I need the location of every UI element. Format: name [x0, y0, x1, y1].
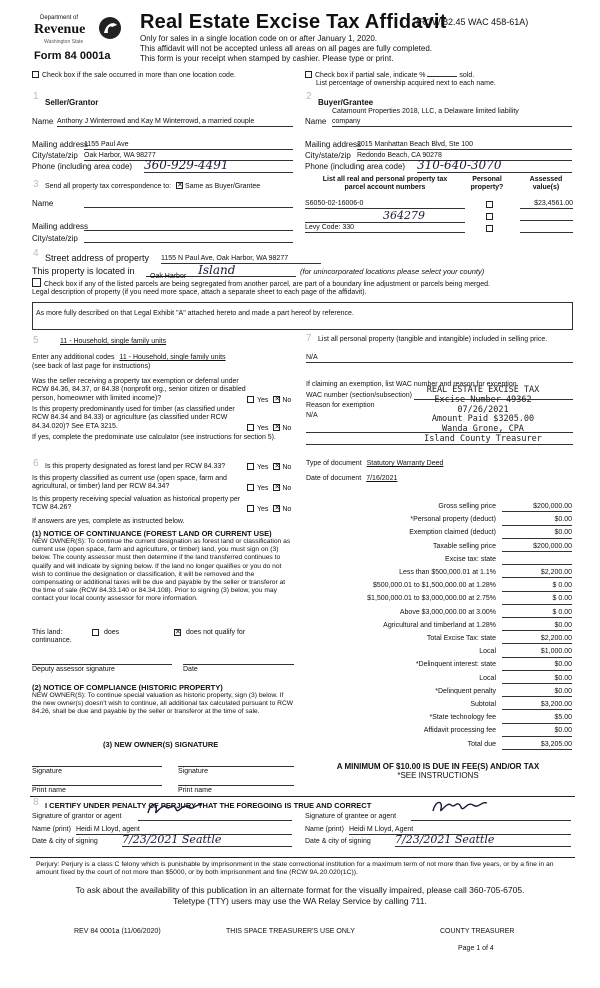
tax-row-value[interactable]: $1,000.00	[502, 648, 572, 657]
tax-row-label: Agricultural and timberland at 1.28%	[383, 621, 496, 629]
partial-sale-line2: List percentage of ownership acquired next to each name.	[316, 80, 496, 87]
deputy-date-line[interactable]	[183, 664, 294, 674]
section5-q2-no-box[interactable]	[273, 424, 280, 431]
corr-mailing-label: Mailing address	[32, 222, 89, 231]
notice1-title: (1) NOTICE OF CONTINUANCE (FOREST LAND OR CURRENT USE)	[32, 529, 272, 538]
buyer-mailing-label: Mailing address	[305, 140, 362, 149]
grantee-sig-row	[305, 813, 573, 821]
segregated-label: Check box if any of the listed parcels are being segregated from another parcel, are part of a boundary line adjustment or parcels being merged.	[44, 281, 490, 288]
corr-city-field[interactable]	[84, 242, 293, 243]
section5-use-code[interactable]: 11 - Household, single family units	[60, 338, 167, 345]
section6-q1-yes: Yes	[257, 464, 269, 471]
segregated-checkbox[interactable]	[32, 278, 41, 287]
owner-print-2-label: Print name	[178, 787, 212, 794]
located-handwritten: Island	[198, 263, 236, 277]
section5-additional-label: Enter any additional codes	[32, 354, 115, 361]
tax-row-value[interactable]: $3,200.00	[502, 701, 572, 710]
owner-print-1[interactable]	[32, 785, 162, 795]
notice1-text: NEW OWNER(S): To continue the current designation as forest land or classification as current use (open space, farm and agriculture, or timber) land, you must sign on (3) below. The county assessor must then determine if the land transferred continues to qualify and will indicate by signing below. If the land no longer qualifies or you do not wish to continue the designation or classification, it will be removed and the compensating or additional taxes will be due and payable by the seller or transferor at the time of sale (RCW 84.33.140 or 84.34.108). Prior to signing (3) below, you may contact your local county assessor for more information.	[32, 538, 291, 603]
seller-name-row	[32, 117, 294, 127]
tax-row	[300, 635, 572, 647]
multi-location-check[interactable]	[32, 71, 236, 80]
deputy-signature-label: Deputy assessor signature	[32, 666, 115, 673]
parcel-2-personal-checkbox[interactable]	[486, 213, 493, 220]
tax-row-label: *State technology fee	[429, 714, 496, 722]
grantee-sig-field[interactable]	[411, 807, 571, 821]
stamp-line-2: Excise Number 49362	[434, 394, 532, 405]
header-line-2: This affidavit will not be accepted unless all areas on all pages are fully completed.	[140, 44, 433, 53]
buyer-name-row	[305, 117, 573, 127]
section5-see-back: (see back of last page for instructions)	[32, 363, 151, 370]
multi-location-label: Check box if the sale occurred in more than one location code.	[42, 72, 236, 79]
dor-logo	[32, 15, 122, 53]
deputy-date-label: Date	[183, 666, 198, 673]
tax-row-label: Total due	[467, 740, 496, 748]
section5-q2-no: No	[282, 425, 292, 432]
doc-type[interactable]: Statutory Warranty Deed	[366, 460, 444, 467]
parcel-2-value[interactable]	[520, 220, 573, 221]
section6-q2-yes: Yes	[257, 485, 269, 492]
buyer-name-line1: Catamount Properties 2018, LLC, a Delaware limited liability	[332, 108, 519, 115]
correspondence-section-number: 3	[33, 179, 39, 190]
seller-city[interactable]: Oak Harbor, WA 98277	[84, 152, 293, 161]
tax-row	[300, 503, 572, 515]
tax-row	[300, 543, 572, 555]
tax-row-label: $1,500,000.01 to $3,000,000.00 at 2.75%	[367, 595, 496, 603]
notice2-title: (2) NOTICE OF COMPLIANCE (HISTORIC PROPERTY)	[32, 683, 223, 692]
section7-text: List all personal property (tangible and intangible) included in selling price.	[318, 336, 548, 343]
property-section-number: 4	[33, 248, 39, 259]
grantor-date-label: Date & city of signing	[32, 838, 98, 845]
corr-city-label: City/state/zip	[32, 234, 78, 243]
corr-name-row	[32, 199, 294, 209]
section5-q1-answer	[247, 396, 291, 405]
does-not-label: does not qualify for	[186, 629, 246, 636]
corr-city-row	[32, 234, 294, 244]
header-line-1: Only for sales in a single location code on or after January 1, 2020.	[140, 34, 378, 43]
tax-row	[300, 529, 572, 541]
reason-label: Reason for exemption	[306, 402, 375, 409]
section5-number: 5	[33, 335, 39, 346]
section5-q1-yes-box[interactable]	[247, 396, 254, 403]
owner-print-2[interactable]	[178, 785, 294, 795]
section6-q2-yes-box[interactable]	[247, 484, 254, 491]
legal-description-text: As more fully described on that Legal Exhibit "A" attached hereto and made a part hereof by reference.	[36, 310, 354, 317]
does-checkbox[interactable]	[92, 629, 99, 636]
tax-row-label: Excise tax: state	[445, 555, 496, 563]
tax-row	[300, 516, 572, 528]
tax-row-value[interactable]: $5.00	[502, 714, 572, 723]
buyer-city-label: City/state/zip	[305, 151, 351, 160]
grantee-date-row	[305, 833, 573, 846]
correspondence-row	[45, 182, 260, 191]
tax-row-label: Above $3,000,000.00 at 3.00%	[399, 608, 496, 616]
parcel-3-levy[interactable]: Levy Code: 330	[305, 224, 465, 233]
buyer-mailing[interactable]: 2015 Manhattan Beach Blvd, Ste 100	[357, 141, 572, 150]
corr-mailing-row	[32, 222, 294, 232]
header-line-3	[140, 54, 393, 64]
section7-value[interactable]: N/A	[306, 354, 573, 363]
tax-row-value[interactable]: $2,200.00	[502, 635, 572, 644]
section5-q1-no-box[interactable]	[273, 396, 280, 403]
seller-mailing[interactable]: 1155 Paul Ave	[84, 141, 293, 150]
buyer-name-label: Name	[305, 117, 327, 126]
tax-row	[300, 569, 572, 581]
grantor-name[interactable]: Heidi M Lloyd, agent	[76, 826, 292, 835]
buyer-heading: Buyer/Grantee	[318, 98, 374, 107]
section5-q2-yes-box[interactable]	[247, 424, 254, 431]
tax-row	[300, 701, 572, 713]
section6-q1: Is this property designated as forest land per RCW 84.33?	[45, 463, 226, 470]
tax-row-value[interactable]: $0.00	[502, 727, 572, 736]
form-citation: (RCW 82.45 WAC 458-61A)	[416, 17, 529, 27]
section5-q3: If yes, complete the predominate use calculator (see instructions for section 5).	[32, 434, 276, 441]
section6-q3-yes-box[interactable]	[247, 505, 254, 512]
wac-label: WAC number (section/subsection)	[306, 392, 412, 399]
treasurer-stamp	[408, 386, 558, 445]
this-land-label: This land:	[32, 629, 63, 636]
buyer-mailing-row	[305, 140, 573, 150]
dor-revenue-word: Revenue	[34, 22, 86, 37]
tax-row-value[interactable]: $ 0.00	[502, 595, 572, 604]
tax-row	[300, 648, 572, 660]
section6-q3-yes: Yes	[257, 506, 269, 513]
partial-sale-label: Check box if partial sale, indicate %	[315, 72, 426, 79]
stamp-line-3: 07/26/2021	[457, 404, 509, 415]
tty-text: Teletype (TTY) users may use the WA Relay Service by calling 711.	[173, 896, 427, 906]
parcel-3-personal-checkbox[interactable]	[486, 225, 493, 232]
doc-type-row	[306, 460, 443, 468]
grantee-date-label: Date & city of signing	[305, 838, 371, 845]
section6-q1-yes-box[interactable]	[247, 463, 254, 470]
tax-row-label: Less than $500,000.01 at 1.1%	[399, 569, 496, 576]
tax-row-value[interactable]: $3,205.00	[502, 741, 572, 750]
grantee-sig-label: Signature of grantee or agent	[305, 813, 397, 820]
section6-q3-no-box[interactable]	[273, 505, 280, 512]
tax-row-label: Gross selling price	[438, 503, 496, 510]
tax-row-label: Local	[479, 648, 496, 656]
tax-row-label: *Personal property (deduct)	[410, 516, 496, 524]
tax-row-label: $500,000.01 to $1,500,000.00 at 1.28%	[373, 582, 496, 590]
minimum-notice: A MINIMUM OF $10.00 IS DUE IN FEE(S) AND/OR TAX	[336, 762, 540, 771]
section6-q1-no-box[interactable]	[273, 463, 280, 470]
located-label: This property is located in	[32, 266, 135, 276]
grantee-name[interactable]: Heidi M Lloyd, Agent	[349, 826, 571, 835]
correspondence-text: Send all property tax correspondence to:	[45, 183, 172, 190]
form-title: Real Estate Excise Tax Affidavit	[140, 11, 447, 33]
owner-signature-1[interactable]	[32, 766, 162, 776]
seller-section-number: 1	[33, 91, 39, 102]
tax-row-value[interactable]: $0.00	[502, 622, 572, 631]
seller-name-label: Name	[32, 117, 54, 126]
dor-dept-line: Department of	[40, 15, 79, 21]
partial-sale-checkbox[interactable]	[305, 71, 312, 78]
personal-heading	[467, 176, 507, 193]
section6-q3-no: No	[282, 506, 292, 513]
owner-signature-2-label: Signature	[178, 768, 208, 775]
grantor-sig-row	[32, 813, 294, 821]
section6-q1-no: No	[282, 464, 292, 471]
page-number: Page 1 of 4	[458, 945, 494, 952]
buyer-phone-row	[305, 158, 573, 172]
grantee-name-label: Name (print)	[305, 826, 344, 833]
grantee-date[interactable]: 7/23/2021 Seattle	[395, 833, 571, 847]
parcel-2-number[interactable]: 364279	[305, 209, 465, 223]
tax-row-value[interactable]: $ 0.00	[502, 609, 572, 618]
assessed-heading	[520, 176, 572, 193]
section6-q2-answer	[247, 484, 291, 493]
section7-number: 7	[306, 333, 312, 344]
section5-additional-row	[32, 354, 226, 362]
tax-row-value[interactable]: $0.00	[502, 661, 572, 670]
tax-row-value[interactable]: $0.00	[502, 529, 572, 538]
street-row	[45, 253, 573, 264]
tax-row-value[interactable]: $200,000.00	[502, 503, 572, 512]
certify-text: I CERTIFY UNDER PENALTY OF PERJURY THAT THE FOREGOING IS TRUE AND CORRECT	[45, 801, 372, 810]
section5-additional[interactable]: 11 - Household, single family units	[119, 354, 226, 361]
street-address[interactable]: 1155 N Paul Ave, Oak Harbor, WA 98277	[161, 255, 321, 264]
legal-instructions: Legal description of property (if you need more space, attach a separate sheet to each page of the affidavit).	[32, 289, 367, 296]
perjury-divider	[30, 857, 575, 858]
grantor-sig-label: Signature of grantor or agent	[32, 813, 122, 820]
rev-code: REV 84 0001a (11/06/2020)	[74, 928, 161, 935]
parcel-1-value[interactable]: $23,4561.00	[520, 200, 573, 209]
grantee-signature-icon	[429, 797, 499, 819]
section5-q2: Is this property predominantly used for timber (as classified under RCW 84.34 and 84.33) or agriculture (as classified under RCW 84.34.020)? See ETA 3215.	[32, 406, 235, 430]
multi-location-checkbox[interactable]	[32, 71, 39, 78]
tax-row	[300, 741, 572, 753]
tax-row	[300, 661, 572, 673]
section6-q2-no: No	[282, 485, 292, 492]
county-treasurer-label: COUNTY TREASURER	[440, 928, 515, 935]
tax-row-value[interactable]: $0.00	[502, 675, 572, 684]
doc-date[interactable]: 7/16/2021	[366, 475, 398, 482]
grantor-sig-field[interactable]	[138, 807, 292, 821]
reason-value[interactable]: N/A	[306, 412, 318, 419]
buyer-city[interactable]: Redondo Beach, CA 90278	[357, 152, 572, 161]
buyer-name[interactable]: company	[332, 118, 572, 127]
partial-sale-check[interactable]	[305, 71, 474, 80]
section5-q2-answer	[247, 424, 291, 433]
assessed-heading-1: Assessed	[529, 176, 563, 183]
grantor-name-label: Name (print)	[32, 826, 71, 833]
doc-date-label: Date of document	[306, 475, 362, 482]
does-label: does	[104, 629, 120, 636]
same-as-buyer-checkbox[interactable]	[176, 182, 183, 189]
certify-number: 8	[33, 797, 39, 808]
seller-phone-row	[32, 158, 294, 172]
tax-row	[300, 688, 572, 700]
section5-q1-no: No	[282, 397, 292, 404]
same-as-buyer-label: Same as Buyer/Grantee	[185, 183, 261, 190]
exemption-intro: If claiming an exemption, list WAC number and reason for exception.	[306, 381, 519, 388]
tax-row-label: Local	[479, 674, 496, 682]
tax-row	[300, 675, 572, 687]
parcel-3-value[interactable]	[520, 232, 573, 233]
located-field[interactable]	[146, 263, 296, 280]
corr-mailing-field[interactable]	[84, 230, 293, 231]
grantor-date[interactable]: 7/23/2021 Seattle	[122, 833, 292, 847]
dor-state-line: Washington State	[44, 39, 84, 45]
doc-type-label: Type of document	[306, 460, 362, 467]
tax-row	[300, 595, 572, 607]
tax-row-value[interactable]: $0.00	[502, 516, 572, 525]
seller-phone-label: Phone (including area code)	[32, 162, 133, 171]
perjury-body: Perjury: Perjury is a class C felony which is punishable by imprisonment in the state correctional institution for a maximum term of not more than five years, or by a fine in an amount fixed by the court of not more than $5000, or by both imprisonment and fine (RCW 9A.20.020(1C)).	[36, 861, 554, 877]
parcels-heading	[305, 176, 465, 193]
does-not-checkbox[interactable]	[174, 629, 181, 636]
section6-number: 6	[33, 458, 39, 469]
owner-print-1-label: Print name	[32, 787, 66, 794]
tax-row	[300, 714, 572, 726]
section6-q3: Is this property receiving special valuation as historical property per TCW 84.26?	[32, 496, 241, 512]
tax-row-value[interactable]: $0.00	[502, 688, 572, 697]
legal-description-box[interactable]	[32, 302, 573, 330]
seller-name[interactable]: Anthony J Winterrowd and Kay M Winterrowd, a married couple	[57, 118, 293, 127]
stamp-line-1: REAL ESTATE EXCISE TAX	[426, 385, 540, 395]
section6-q3-answer	[247, 505, 291, 514]
located-struck: Oak Harbor	[150, 273, 187, 280]
owner-signature-2[interactable]	[178, 766, 294, 776]
notice2-text: NEW OWNER(S): To continue special valuation as historic property, sign (3) below. If the new owner(s) doesn't wish to continue, all additional tax calculated pursuant to RCW 84.26, shall be due and payable by the seller or transferor at the time of sale.	[32, 692, 294, 716]
stamp-line-5: Wanda Grone, CPA	[442, 424, 524, 435]
seller-city-label: City/state/zip	[32, 151, 78, 160]
tax-row-label: Total Excise Tax: state	[426, 635, 496, 642]
tax-row-label: Exemption claimed (deduct)	[409, 529, 496, 537]
buyer-phone[interactable]: 310-640-3070	[417, 158, 572, 173]
tax-row-label: Affidavit processing fee	[423, 727, 496, 735]
corr-name-field[interactable]	[84, 207, 293, 208]
tax-row-label: *Delinquent penalty	[435, 687, 496, 695]
tax-row-value[interactable]: $ 0.00	[502, 582, 572, 591]
parcels-heading-1: List all real and personal property tax	[322, 176, 448, 183]
section5-q2-yes: Yes	[257, 425, 269, 432]
tax-row	[300, 556, 572, 568]
parcel-1-personal-checkbox[interactable]	[486, 201, 493, 208]
corr-name-label: Name	[32, 199, 54, 208]
stamp-line-4: Amount Paid $3205.00	[431, 414, 535, 425]
tax-row	[300, 622, 572, 634]
tax-row-value[interactable]	[502, 556, 572, 565]
seller-mailing-label: Mailing address	[32, 140, 89, 149]
parcels-heading-2: parcel account numbers	[344, 184, 426, 192]
section5-q1-yes: Yes	[257, 397, 269, 404]
seller-phone[interactable]: 360-929-4491	[144, 158, 293, 173]
dor-logo-icon	[98, 15, 122, 41]
located-tail: (for unincorporated locations please select your county)	[300, 267, 485, 276]
tax-row-label: Taxable selling price	[432, 542, 496, 550]
buyer-section-number: 2	[306, 91, 312, 102]
street-label: Street address of property	[45, 253, 150, 263]
treasurer-use-label: THIS SPACE TREASURER'S USE ONLY	[226, 928, 355, 935]
seller-mailing-row	[32, 140, 294, 150]
tax-row	[300, 727, 572, 739]
tax-row-label: *Delinquent interest: state	[415, 661, 496, 669]
assessed-heading-2: value(s)	[532, 184, 560, 192]
continuance-label: continuance.	[32, 637, 72, 644]
section6-q1-answer	[247, 463, 291, 472]
section5-q1: Was the seller receiving a property tax exemption or deferral under RCW 84.36, 84.37, or 84.38 (nonprofit org., senior citizen or disabled person, homeowner with limited income)?	[32, 378, 246, 402]
section6-q4: If answers are yes, complete as instructed below.	[32, 518, 185, 525]
owner-signature-1-label: Signature	[32, 768, 62, 775]
deputy-signature-line[interactable]	[32, 664, 172, 674]
buyer-phone-label: Phone (including area code)	[305, 162, 406, 171]
segregated-row[interactable]	[32, 278, 592, 289]
perjury-text	[36, 861, 572, 877]
tax-row	[300, 609, 572, 621]
parcel-1-number[interactable]: S6050-02-16006-0	[305, 200, 465, 209]
form-number: Form 84 0001a	[34, 50, 111, 62]
section6-q2: Is this property classified as current use (open space, farm and agricultural, or timber) land per RCW 84.34?	[32, 475, 227, 491]
stamp-line-6: Island County Treasurer	[424, 433, 542, 444]
notice3-title: (3) NEW OWNER(S) SIGNATURE	[103, 740, 219, 749]
section6-q2-no-box[interactable]	[273, 484, 280, 491]
tax-row	[300, 582, 572, 594]
personal-heading-2: property?	[470, 184, 504, 192]
partial-sale-tail: sold.	[459, 72, 475, 79]
tax-row-label: Subtotal	[470, 701, 496, 708]
see-instructions: *SEE INSTRUCTIONS	[397, 771, 479, 780]
seller-heading: Seller/Grantor	[45, 98, 99, 107]
alt-format-text: To ask about the availability of this publication in an alternate format for the visually impaired, please call 360-705-6705.	[75, 885, 525, 895]
partial-sale-percent-field[interactable]	[427, 76, 457, 77]
tax-row-value[interactable]: $200,000.00	[502, 543, 572, 552]
grantor-signature-icon	[144, 799, 214, 819]
header-line-3-text: This form is your receipt when stamped by cashier. Please type or print.	[140, 54, 394, 63]
personal-heading-1: Personal	[472, 176, 502, 183]
tax-row-value[interactable]: $2,200.00	[502, 569, 572, 578]
grantor-date-row	[32, 833, 294, 846]
located-row	[32, 263, 573, 280]
doc-date-row	[306, 475, 397, 483]
